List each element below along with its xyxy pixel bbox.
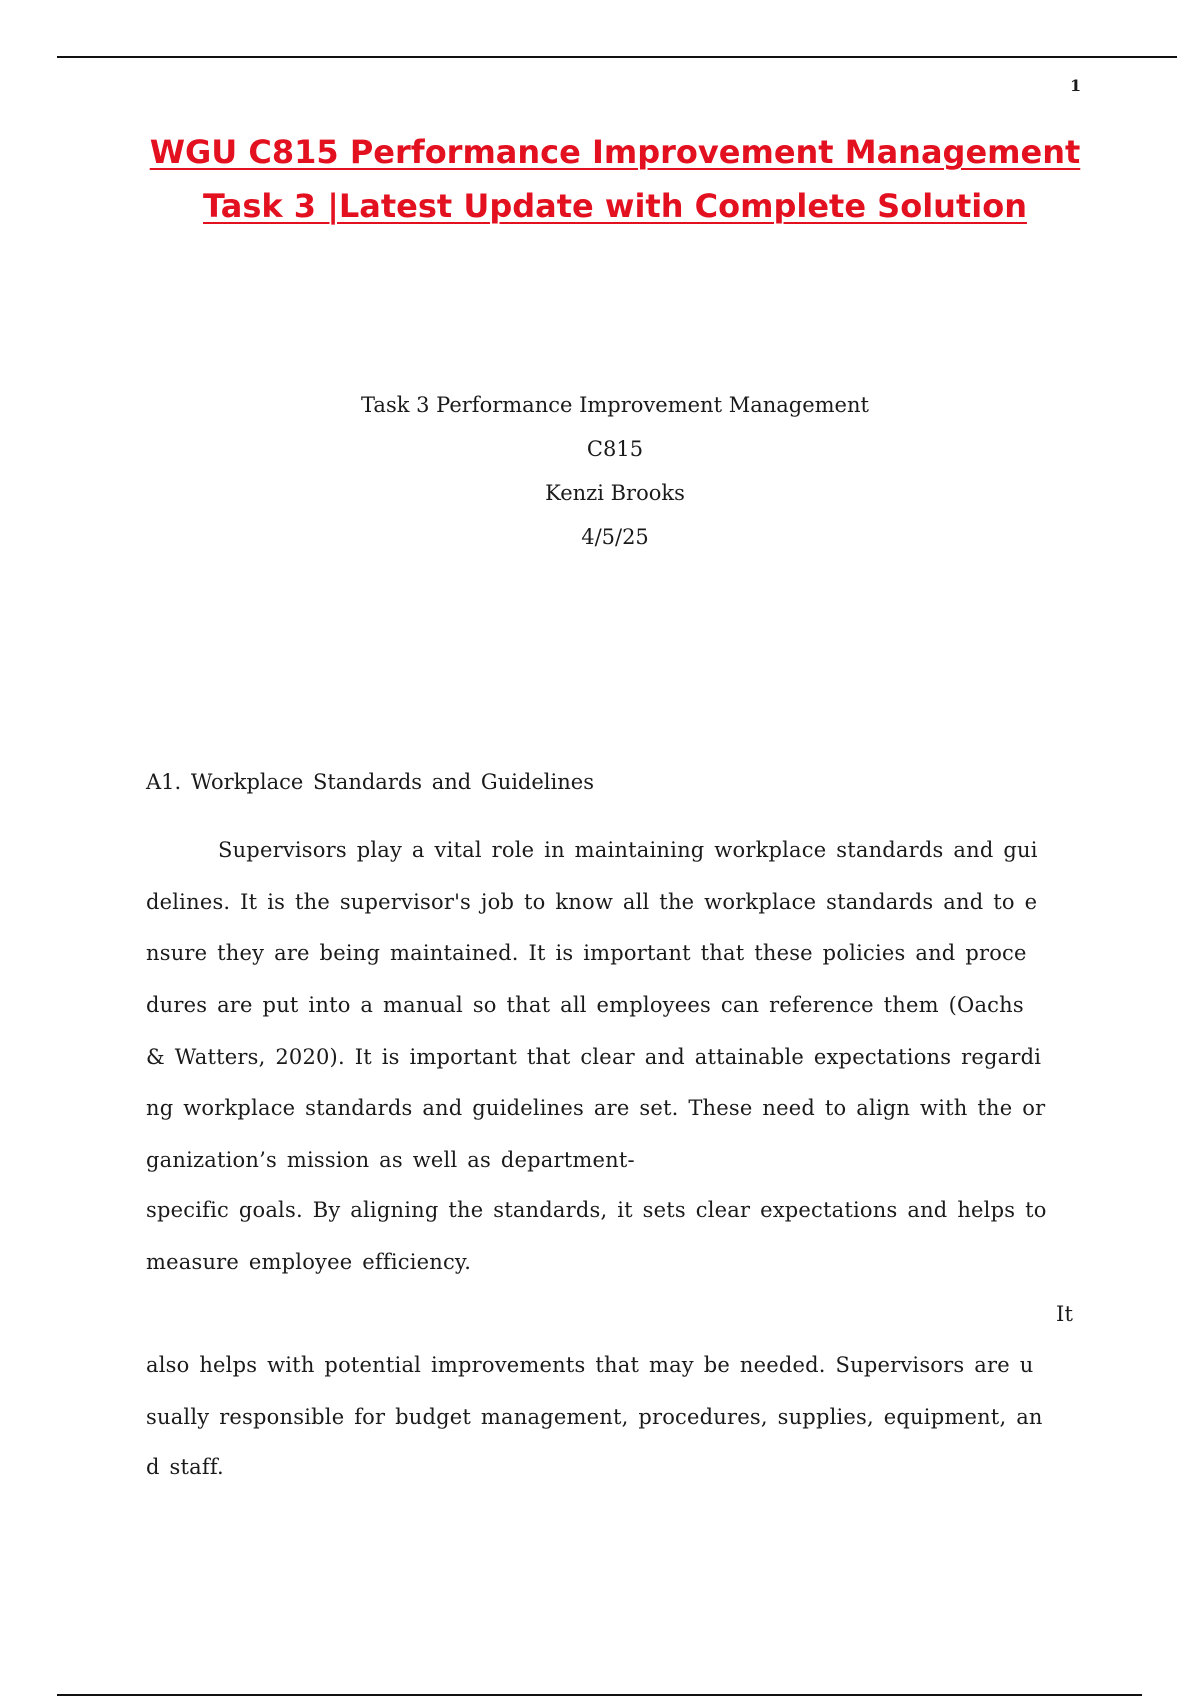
paragraph-line: sually responsible for budget management, procedures, supplies, equipment, an [146,1405,1043,1429]
section-heading: A1. Workplace Standards and Guidelines [146,770,594,794]
course-code: C815 [586,437,644,461]
paragraph-line: specific goals. By aligning the standards, it sets clear expectations and helps to [146,1198,1047,1222]
title-line-1: WGU C815 Performance Improvement Management [149,133,1081,171]
document-date: 4/5/25 [581,525,649,549]
course-title: Task 3 Performance Improvement Management [361,393,869,417]
paragraph-line: also helps with potential improvements that may be needed. Supervisors are u [146,1353,1034,1377]
paragraph-line: delines. It is the supervisor's job to know all the workplace standards and to e [146,890,1038,914]
paragraph-line: It [1056,1302,1074,1326]
author-name: Kenzi Brooks [545,481,685,505]
title-line-2: Task 3 |Latest Update with Complete Solution [203,187,1027,225]
top-rule [57,56,1177,58]
page-number: 1 [1070,76,1082,95]
paragraph-line: Supervisors play a vital role in maintaining workplace standards and gui [218,838,1038,862]
bottom-rule [57,1694,1142,1696]
paragraph-line: dures are put into a manual so that all employees can reference them (Oachs [146,993,1024,1017]
paragraph-line: nsure they are being maintained. It is important that these policies and proce [146,941,1027,965]
paragraph-line: measure employee efficiency. [146,1250,472,1274]
paragraph-line: ng workplace standards and guidelines are set. These need to align with the or [146,1096,1046,1120]
cover-block [120,390,1110,566]
paragraph-line: & Watters, 2020). It is important that clear and attainable expectations regardi [146,1045,1042,1069]
paragraph-line: d staff. [146,1455,224,1479]
paragraph-line: ganization’s mission as well as department- [146,1148,635,1172]
document-title [120,125,1110,233]
